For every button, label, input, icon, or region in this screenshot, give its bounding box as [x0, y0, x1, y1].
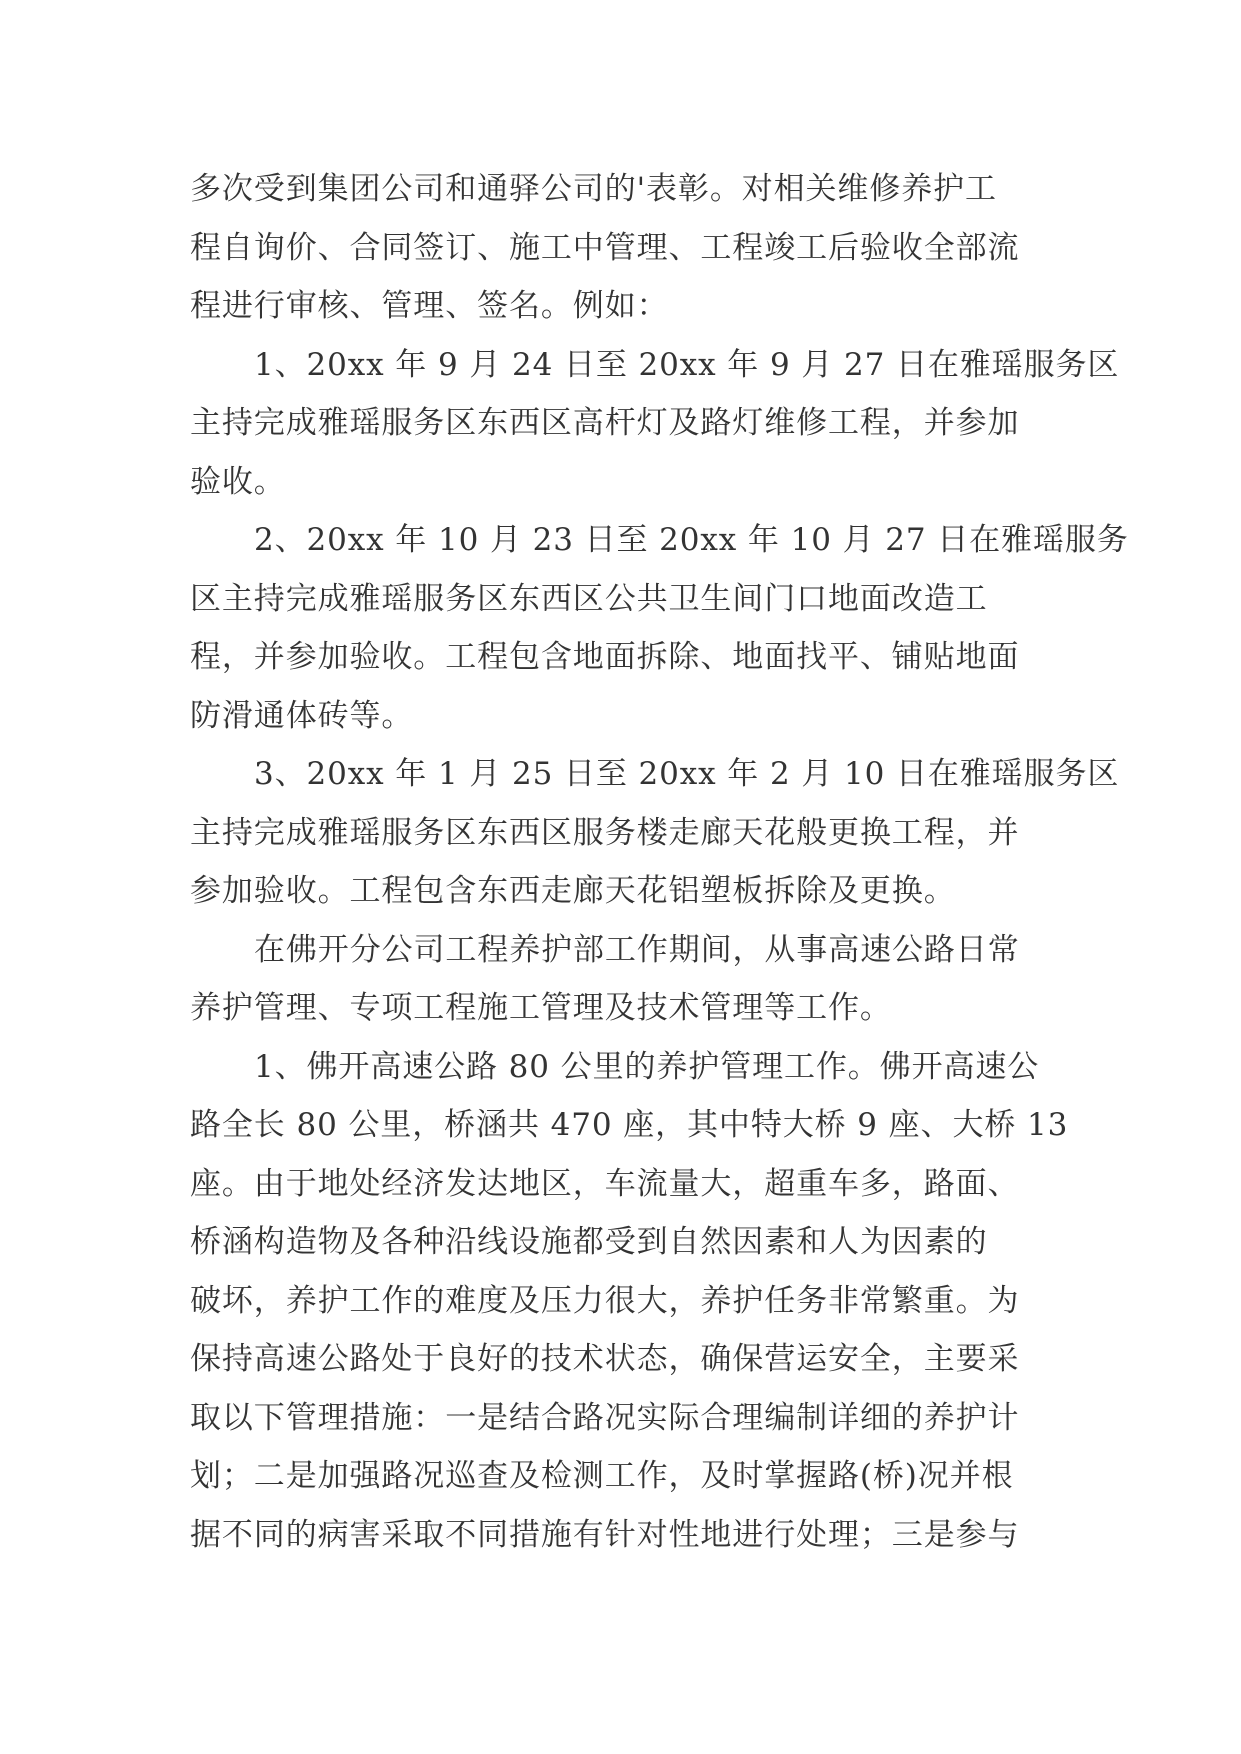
- text-line: 防滑通体砖等。: [190, 697, 414, 734]
- text-line: 主持完成雅瑶服务区东西区服务楼走廊天花般更换工程，并: [190, 814, 1020, 851]
- text-line: 取以下管理措施：一是结合路况实际合理编制详细的养护计: [190, 1399, 1020, 1436]
- text-line: 在佛开分公司工程养护部工作期间，从事高速公路日常: [254, 931, 1020, 968]
- text-line: 主持完成雅瑶服务区东西区高杆灯及路灯维修工程，并参加: [190, 405, 1020, 441]
- text-line: 1、20xx 年 9 月 24 日至 20xx 年 9 月 27 日在雅瑶服务区: [254, 346, 1120, 383]
- text-line: 座。由于地处经济发达地区，车流量大，超重车多，路面、: [190, 1165, 1020, 1202]
- text-line: 路全长 80 公里，桥涵共 470 座，其中特大桥 9 座、大桥 13: [190, 1107, 1069, 1143]
- text-line: 程，并参加验收。工程包含地面拆除、地面找平、铺贴地面: [190, 639, 1020, 675]
- text-line: 验收。: [190, 463, 286, 500]
- text-line: 划；二是加强路况巡查及检测工作，及时掌握路(桥)况并根: [190, 1458, 1014, 1494]
- text-line: 据不同的病害采取不同措施有针对性地进行处理；三是参与: [190, 1516, 1020, 1553]
- text-line: 桥涵构造物及各种沿线设施都受到自然因素和人为因素的: [190, 1224, 988, 1260]
- text-line: 程进行审核、管理、签名。例如：: [190, 288, 669, 324]
- text-line: 程自询价、合同签订、施工中管理、工程竣工后验收全部流: [190, 229, 1020, 266]
- text-line: 保持高速公路处于良好的技术状态，确保营运安全，主要采: [190, 1341, 1020, 1377]
- text-line: 2、20xx 年 10 月 23 日至 20xx 年 10 月 27 日在雅瑶服务: [254, 522, 1129, 558]
- document-body: [190, 160, 1129, 1564]
- text-line: 破坏，养护工作的难度及压力很大，养护任务非常繁重。为: [190, 1282, 1020, 1319]
- text-line: 养护管理、专项工程施工管理及技术管理等工作。: [190, 990, 892, 1026]
- text-line: 多次受到集团公司和通驿公司的'表彰。对相关维修养护工: [190, 171, 997, 207]
- text-line: 1、佛开高速公路 80 公里的养护管理工作。佛开高速公: [254, 1048, 1040, 1085]
- text-line: 参加验收。工程包含东西走廊天花铝塑板拆除及更换。: [190, 873, 956, 909]
- text-line: 区主持完成雅瑶服务区东西区公共卫生间门口地面改造工: [190, 580, 988, 617]
- text-line: 3、20xx 年 1 月 25 日至 20xx 年 2 月 10 日在雅瑶服务区: [254, 756, 1120, 792]
